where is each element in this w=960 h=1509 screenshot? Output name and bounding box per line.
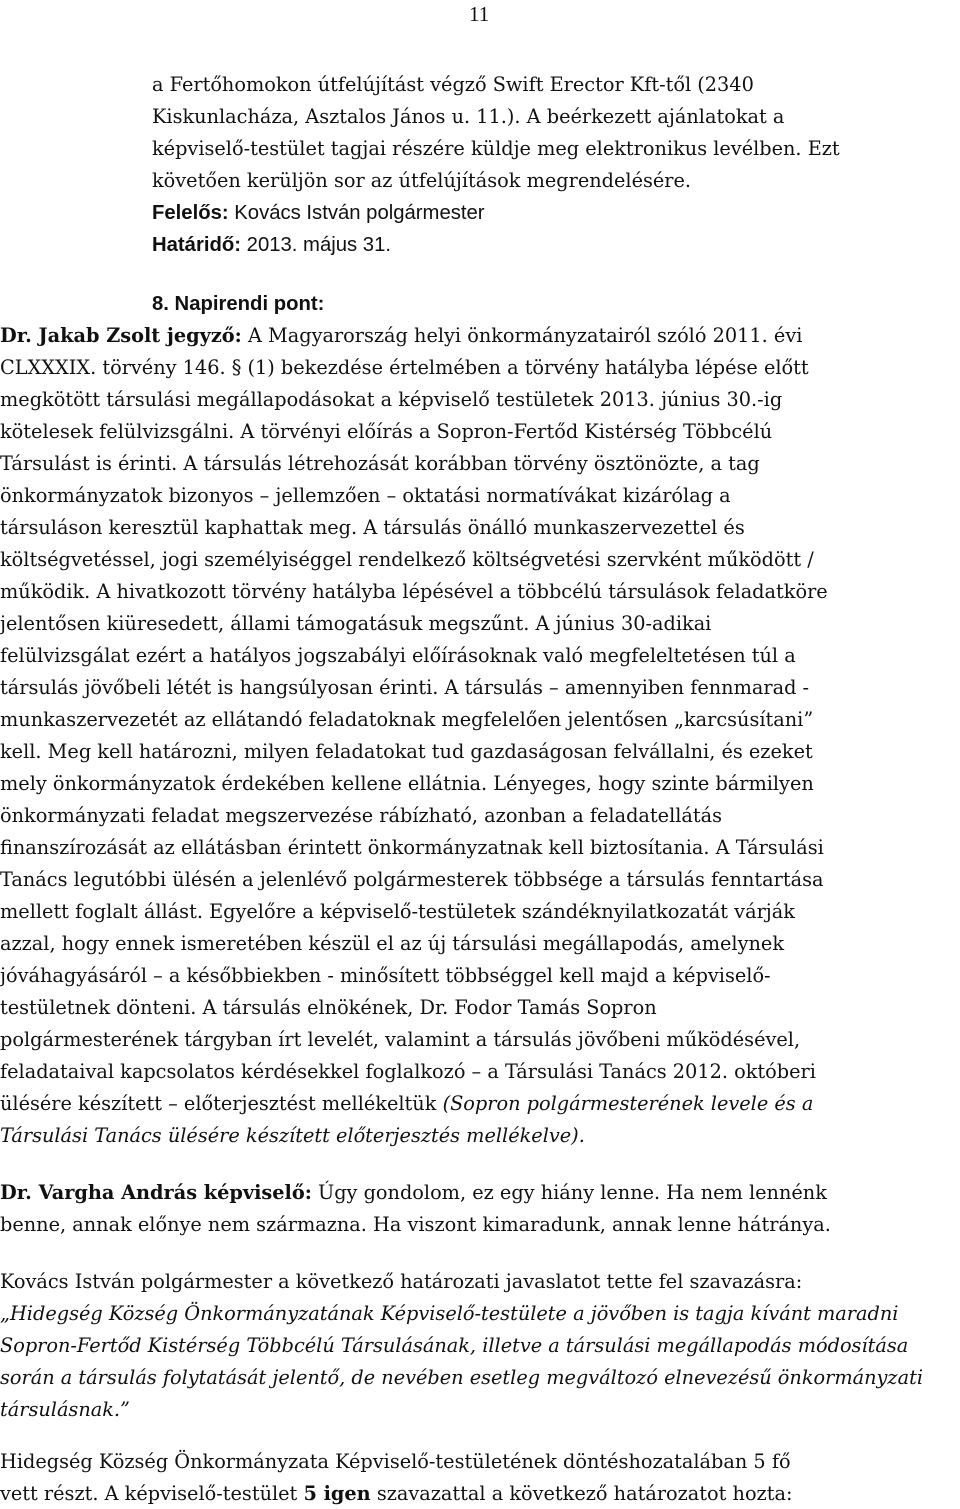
proposal-intro: Kovács István polgármester a következő határozati javaslatot tette fel szavazásra:	[0, 1270, 803, 1293]
agenda-line: testületnek dönteni. A társulás elnökének, Dr. Fodor Tamás Sopron	[0, 996, 657, 1019]
agenda-last-italic: (Sopron polgármesterének levele és a	[442, 1092, 814, 1115]
agenda-line: feladataival kapcsolatos kérdésekkel foglalkozó – a Társulási Tanács 2012. októberi	[0, 1060, 816, 1083]
agenda-line: kell. Meg kell határozni, milyen feladatokat tud gazdaságosan felvállalni, és ezeket	[0, 740, 813, 763]
proposal-quote-line: Sopron-Fertőd Kistérség Többcélú Társulásának, illetve a társulási megállapodás módosítása	[0, 1334, 909, 1357]
responsible-label: Felelős:	[152, 202, 229, 224]
agenda-line: CLXXXIX. törvény 146. § (1) bekezdése értelmében a törvény hatályba lépése előtt	[0, 356, 809, 379]
intro-line: a Fertőhomokon útfelújítást végző Swift Erector Kft-től (2340	[152, 73, 754, 96]
decision-line-2	[0, 1483, 792, 1505]
agenda-speaker-line	[0, 325, 960, 347]
agenda-line: munkaszervezetét az ellátandó feladatoknak megfelelően jelentősen „karcsúsítani”	[0, 708, 814, 731]
agenda-line: Tanács legutóbbi ülésén a jelenlévő polgármesterek többsége a társulás fenntartása	[0, 868, 824, 891]
agenda-speaker: Dr. Jakab Zsolt jegyző:	[0, 324, 242, 347]
page-number: 11	[469, 2, 490, 26]
proposal-quote-line: társulásnak.”	[0, 1398, 130, 1421]
decision-text-a: vett részt. A képviselő-testület	[0, 1482, 298, 1505]
agenda-line: önkormányzati feladat megszervezése rábízható, azonban a feladatellátás	[0, 804, 723, 827]
agenda-line: azzal, hogy ennek ismeretében készül el az új társulási megállapodás, amelynek	[0, 932, 784, 955]
agenda-line: kötelesek felülvizsgálni. A törvényi előírás a Sopron-Fertőd Kistérség Többcélú	[0, 420, 773, 443]
vargha-text-1: Úgy gondolom, ez egy hiány lenne. Ha nem lennénk	[317, 1181, 827, 1204]
intro-line: képviselő-testület tagjai részére küldje meg elektronikus levélben. Ezt	[152, 137, 840, 160]
agenda-line: jóváhagyásáról – a későbbiekben - minősített többséggel kell majd a képviselő-	[0, 964, 771, 987]
agenda-last-normal: ülésére készített – előterjesztést mellékeltük	[0, 1092, 437, 1115]
agenda-heading: 8. Napirendi pont:	[152, 293, 325, 315]
decision-votes: 5 igen	[303, 1482, 371, 1505]
agenda-last-line	[0, 1093, 813, 1115]
agenda-line: felülvizsgálat ezért a hatályos jogszabályi előírásoknak való megfeleltetésen túl a	[0, 644, 796, 667]
responsible-value: Kovács István polgármester	[234, 202, 485, 224]
agenda-line: mellett foglalt állást. Egyelőre a képviselő-testületek szándéknyilatkozatát várják	[0, 900, 795, 923]
agenda-line: Társulást is érinti. A társulás létrehozását korábban törvény ösztönözte, a tag	[0, 452, 760, 475]
agenda-line: költségvetéssel, jogi személyiséggel rendelkező költségvetési szervként működött /	[0, 548, 814, 571]
agenda-italic-line: Társulási Tanács ülésére készített előterjesztés mellékelve).	[0, 1124, 585, 1147]
agenda-text: A Magyarország helyi önkormányzatairól szóló 2011. évi	[247, 324, 803, 347]
agenda-line: önkormányzatok bizonyos – jellemzően – oktatási normatívákat kizárólag a	[0, 484, 731, 507]
responsible-line	[152, 202, 485, 224]
deadline-value: 2013. május 31.	[246, 234, 391, 256]
decision-line-1: Hidegség Község Önkormányzata Képviselő-testületének döntéshozatalában 5 fő	[0, 1450, 791, 1473]
vargha-line-1	[0, 1182, 827, 1204]
deadline-line	[152, 234, 391, 256]
deadline-label: Határidő:	[152, 234, 242, 256]
intro-line: Kiskunlacháza, Asztalos János u. 11.). A beérkezett ajánlatokat a	[152, 105, 785, 128]
intro-line: követően kerüljön sor az útfelújítások megrendelésére.	[152, 169, 692, 192]
agenda-line: mely önkormányzatok érdekében kellene ellátnia. Lényeges, hogy szinte bármilyen	[0, 772, 814, 795]
agenda-line: társulás jövőbeli létét is hangsúlyosan érinti. A társulás – amennyiben fennmarad -	[0, 676, 810, 699]
agenda-line: finanszírozását az ellátásban érintett önkormányzatnak kell biztosítania. A Társulási	[0, 836, 824, 859]
proposal-quote-line: során a társulás folytatását jelentő, de nevében esetleg megváltozó elnevezésű önkormányzati	[0, 1366, 923, 1389]
agenda-line: jelentősen kiüresedett, állami támogatásuk megszűnt. A június 30-adikai	[0, 612, 712, 635]
proposal-quote-line: „Hidegség Község Önkormányzatának Képviselő-testülete a jövőben is tagja kívánt maradni	[0, 1302, 899, 1325]
agenda-line: társuláson keresztül kaphattak meg. A társulás önálló munkaszervezettel és	[0, 516, 745, 539]
vargha-speaker: Dr. Vargha András képviselő:	[0, 1181, 312, 1204]
agenda-line: működik. A hivatkozott törvény hatályba lépésével a többcélú társulások feladatköre	[0, 580, 828, 603]
vargha-line-2: benne, annak előnye nem származna. Ha viszont kimaradunk, annak lenne hátránya.	[0, 1213, 831, 1236]
agenda-line: polgármesterének tárgyban írt levelét, valamint a társulás jövőbeni működésével,	[0, 1028, 801, 1051]
agenda-line: megkötött társulási megállapodásokat a képviselő testületek 2013. június 30.-ig	[0, 388, 783, 411]
decision-text-c: szavazattal a következő határozatot hozta:	[376, 1482, 793, 1505]
